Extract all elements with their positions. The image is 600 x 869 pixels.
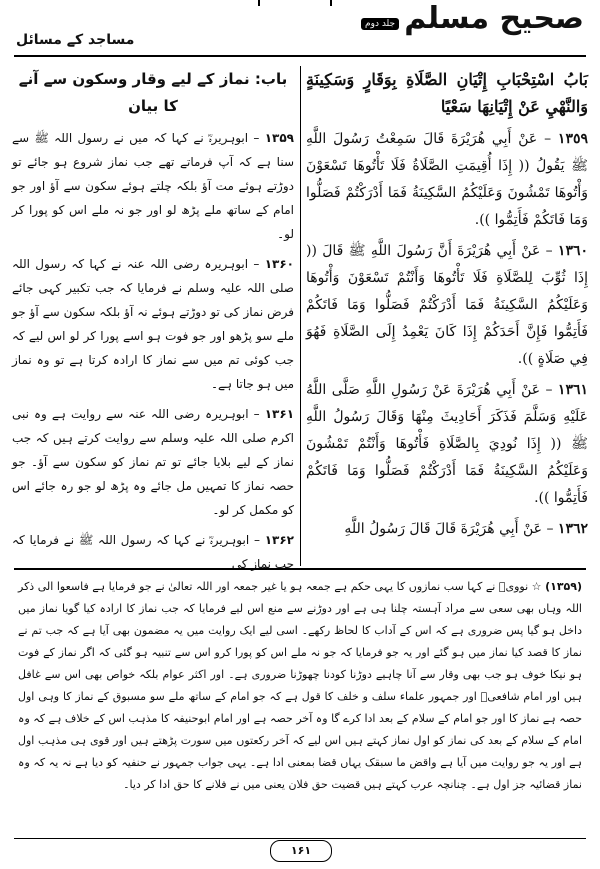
hadith-text: ابوہریرہؓ نے کہا کہ میں نے رسول اللہ ﷺ سے سنا ہے کہ آپ فرماتے تھے جب نماز شروع ہو جائے تو دوڑتے ہوئے مت آؤ بلکہ چلتے ہوئے سکون سے آؤ اور جو امام کے ساتھ ملے پڑھ لو اور جو نہ ملے اس کو پورا کر لو۔ xyxy=(12,131,294,241)
hadith-text: ابوہریرہ رضی اللہ عنہ سے روایت ہے وہ نبی اکرم صلی اللہ علیہ وسلم سے روایت کرتے ہیں کہ جب نماز کے لیے بلایا جائے تو تم نماز کو سکون سے آؤ۔ جو حصہ نماز کا تمہیں مل جائے وہ پڑھ لو جو رہ جائے اس کو مکمل کر لو۔ xyxy=(12,407,294,517)
arabic-hadith: ١٣٦١ – عَنْ أَبِي هُرَيْرَةَ عَنْ رَسُولِ اللَّهِ صَلَّى اللَّهُ عَلَيْهِ وَسَلَّمَ فَذَكَرَ أَحَادِيثَ مِنْهَا وَقَالَ رَسُولُ اللَّهِ ﷺ (( إِذَا نُودِيَ بِالصَّلَاةِ فَأْتُوهَا وَأَنْتُمْ تَمْشُونَ وَعَلَيْكُمُ السَّكِينَةُ فَمَا أَدْرَكْتُمْ فَصَلُّوا وَمَا فَاتَكُمْ فَأَتِمُّوا )). xyxy=(306,382,588,506)
hadith-number: ١٣٦٠ xyxy=(557,243,588,259)
hadith-text: ابوہریرہؓ نے کہا کہ رسول اللہ ﷺ نے فرمایا کہ جب نماز کی xyxy=(12,533,294,571)
arabic-column xyxy=(306,66,588,547)
hadith-text: عَنْ أَبِي هُرَيْرَةَ عَنْ رَسُولِ اللَّهِ صَلَّى اللَّهُ عَلَيْهِ وَسَلَّمَ فَذَكَرَ أَحَادِيثَ مِنْهَا وَقَالَ رَسُولُ اللَّهِ ﷺ (( إِذَا نُودِيَ بِالصَّلَاةِ فَأْتُوهَا وَأَنْتُمْ تَمْشُونَ وَعَلَيْكُمُ السَّكِينَةُ فَمَا أَدْرَكْتُمْ فَصَلُّوا وَمَا فَاتَكُمْ فَأَتِمُّوا )). xyxy=(306,382,588,506)
top-bracket-mark xyxy=(258,0,332,6)
arabic-hadith: ١٣٦٢ – عَنْ أَبِي هُرَيْرَةَ قَالَ قَالَ رَسُولُ اللَّهِ xyxy=(344,521,588,537)
urdu-chapter-heading: باب: نماز کے لیے وقار وسکون سے آنے کا بیان xyxy=(18,70,288,115)
urdu-hadith: ۱۳۶۲ – ابوہریرہؓ نے کہا کہ رسول اللہ ﷺ نے فرمایا کہ جب نماز کی xyxy=(12,533,294,571)
volume-badge: جلد دوم xyxy=(361,18,399,30)
hadith-number: ۱۳۶۰ xyxy=(264,257,294,271)
book-title: صحیح مسلم xyxy=(404,1,584,36)
chapter-name: مساجد کے مسائل xyxy=(16,32,135,48)
arabic-hadith: ١٣٦٠ – عَنْ أَبِي هُرَيْرَةَ أَنَّ رَسُولَ اللَّهِ ﷺ قَالَ (( إِذَا ثُوِّبَ لِلصَّلَاةِ فَلَا تَأْتُوهَا وَأَنْتُمْ تَسْعَوْنَ وَأْتُوهَا وَعَلَيْكُمُ السَّكِينَةُ فَمَا أَدْرَكْتُمْ فَصَلُّوا وَمَا فَاتَكُمْ فَأَتِمُّوا فَإِنَّ أَحَدَكُمْ إِذَا كَانَ يَعْمِدُ إِلَى الصَّلَاةِ فَهُوَ فِي صَلَاةٍ )). xyxy=(306,243,588,367)
book-title-block xyxy=(357,2,584,36)
header-rule xyxy=(14,55,586,57)
hadith-text: ابوہریرہ رضی اللہ عنہ نے کہا کہ رسول اللہ صلی اللہ علیہ وسلم نے فرمایا کہ جب تکبیر کہی جائے فرض نماز کی تو دوڑتے ہوئے نہ آؤ بلکہ سکون سے آؤ جو ملے سو پڑھو اور جو فوت ہو اسے پورا کر لو اس لیے کہ جب کوئی تم میں سے نماز کا ارادہ کرتا ہے تو وہ نماز میں ہو جاتا ہے۔ xyxy=(12,257,294,391)
urdu-column xyxy=(12,66,294,582)
hadith-text: عَنْ أَبِي هُرَيْرَةَ أَنَّ رَسُولَ اللَّهِ ﷺ قَالَ (( إِذَا ثُوِّبَ لِلصَّلَاةِ فَلَا تَأْتُوهَا وَأَنْتُمْ تَسْعَوْنَ وَأْتُوهَا وَعَلَيْكُمُ السَّكِينَةُ فَمَا أَدْرَكْتُمْ فَصَلُّوا وَمَا فَاتَكُمْ فَأَتِمُّوا فَإِنَّ أَحَدَكُمْ إِذَا كَانَ يَعْمِدُ إِلَى الصَّلَاةِ فَهُوَ فِي صَلَاةٍ )). xyxy=(306,243,588,367)
page-header xyxy=(0,0,600,58)
hadith-number: ۱۳۶۲ xyxy=(264,533,294,547)
hadith-text: عَنْ أَبِي هُرَيْرَةَ قَالَ سَمِعْتُ رَسُولَ اللَّهِ ﷺ يَقُولُ (( إِذَا أُقِيمَتِ الصَّلَاةُ فَلَا تَأْتُوهَا تَسْعَوْنَ وَأْتُوهَا تَمْشُونَ وَعَلَيْكُمُ السَّكِينَةُ فَمَا أَدْرَكْتُمْ فَصَلُّوا وَمَا فَاتَكُمْ فَأَتِمُّوا )). xyxy=(306,131,588,228)
column-divider xyxy=(300,66,301,566)
urdu-hadith: ۱۳۵۹ – ابوہریرہؓ نے کہا کہ میں نے رسول اللہ ﷺ سے سنا ہے کہ آپ فرماتے تھے جب نماز شروع ہو جائے تو دوڑتے ہوئے مت آؤ بلکہ چلتے ہوئے سکون سے آؤ اور جو امام کے ساتھ ملے پڑھ لو اور جو نہ ملے اس کو پورا کر لو۔ xyxy=(12,131,294,241)
hadith-number: ۱۳۵۹ xyxy=(264,131,294,145)
hadith-number: ١٣٦١ xyxy=(557,382,588,398)
urdu-hadith: ۱۳۶۱ – ابوہریرہ رضی اللہ عنہ سے روایت ہے وہ نبی اکرم صلی اللہ علیہ وسلم سے روایت کرتے ہیں کہ جب نماز کے لیے بلایا جائے تو تم نماز کو سکون سے آؤ۔ جو حصہ نماز کا تمہیں مل جائے وہ پڑھ لو جو رہ جائے اس کو مکمل کر لو۔ xyxy=(12,407,295,517)
hadith-number: ١٣٥٩ xyxy=(557,131,588,147)
note-number: (۱۳۵۹) xyxy=(545,580,582,593)
arabic-chapter-heading: بَابُ اسْتِحْبَابِ إِتْيَانِ الصَّلَاةِ بِوَقَارٍ وَسَكِينَةٍ وَالنَّهْيِ عَنْ إِتْيَانِهَا سَعْيًا xyxy=(306,70,588,116)
footer-rule xyxy=(14,838,586,839)
urdu-hadith: ۱۳۶۰ – ابوہریرہ رضی اللہ عنہ نے کہا کہ رسول اللہ صلی اللہ علیہ وسلم نے فرمایا کہ جب تکبیر کہی جائے فرض نماز کی تو دوڑتے ہوئے نہ آؤ بلکہ سکون سے آؤ جو ملے سو پڑھو اور جو فوت ہو اسے پورا کر لو اس لیے کہ جب کوئی تم میں سے نماز کا ارادہ کرتا ہے تو وہ نماز میں ہو جاتا ہے۔ xyxy=(12,257,294,391)
notes-rule xyxy=(14,568,586,570)
page-number: ۱۶۱ xyxy=(270,840,332,862)
hadith-text: عَنْ أَبِي هُرَيْرَةَ قَالَ قَالَ رَسُولُ اللَّهِ xyxy=(344,521,543,537)
hadith-number: ١٣٦٢ xyxy=(557,521,588,537)
commentary-notes xyxy=(18,576,582,796)
hadith-number: ۱۳۶۱ xyxy=(264,407,295,421)
arabic-hadith: ١٣٥٩ – عَنْ أَبِي هُرَيْرَةَ قَالَ سَمِعْتُ رَسُولَ اللَّهِ ﷺ يَقُولُ (( إِذَا أُقِيمَتِ الصَّلَاةُ فَلَا تَأْتُوهَا تَسْعَوْنَ وَأْتُوهَا تَمْشُونَ وَعَلَيْكُمُ السَّكِينَةُ فَمَا أَدْرَكْتُمْ فَصَلُّوا وَمَا فَاتَكُمْ فَأَتِمُّوا )). xyxy=(306,131,588,228)
note-text: ☆ نوویؒ نے کہا سب نمازوں کا یہی حکم ہے جمعہ ہو یا غیر جمعہ اور اللہ تعالیٰ نے جو فرمایا ہے فاسعوا الی ذکر اللہ وہاں بھی سعی سے مراد آہستہ چلنا ہی ہے اور دوڑنے سے منع اس لیے فرمایا کہ جب نماز کا ارادہ کیا گویا نماز میں داخل ہو گیا پس ضروری ہے کہ اس کے آداب کا لحاظ رکھے۔ اسی لیے ایک روایت میں یہ مضمون بھی آیا ہے کہ جب تم نے نماز کا قصد کیا نماز میں ہو گئے اور یہ جو فرمایا کہ جو نہ ملے اس کو پورا کرو اس سے تنبیہ ہو گئی کہ اگر نماز کے فوت ہو نیکا خوف ہو جب بھی وقار سے آنا چاہیے دوڑنا کودنا چھوڑنا ضروری ہے۔ اور اکثر عوام بلکہ خواص بھی اس سے غافل ہیں اور امام شافعیؒ اور جمہور علماء سلف و خلف کا قول ہے کہ جو امام کے ساتھ ملے سو مسبوق کے نماز کا وہی اول حصہ ہے نماز کا اور جو امام کے سلام کے بعد ادا کرے گا وہ آخر حصہ ہے اور امام ابوحنیفہ کا مذہب اس کے خلاف ہے کہ وہ امام کے سلام کے بعد کی نماز کو اول نماز کہتے ہیں اس لیے کہ آخر رکعتوں میں سورت پڑھتے ہیں اور قوی ہی مذہب اول ہے اور یہ جو روایت میں آیا ہے واقض ما سبقک یہاں قضا بمعنی ادا ہے۔ یہی جواب جمہور نے حنفیہ کو دیا ہے نہ یہ کہ وہ نماز قضائیہ جز اول ہے۔ چنانچہ عرب کہتے ہیں قضیت حق فلان یعنی میں نے فلانے کا حق ادا کر دیا۔ xyxy=(18,580,582,791)
